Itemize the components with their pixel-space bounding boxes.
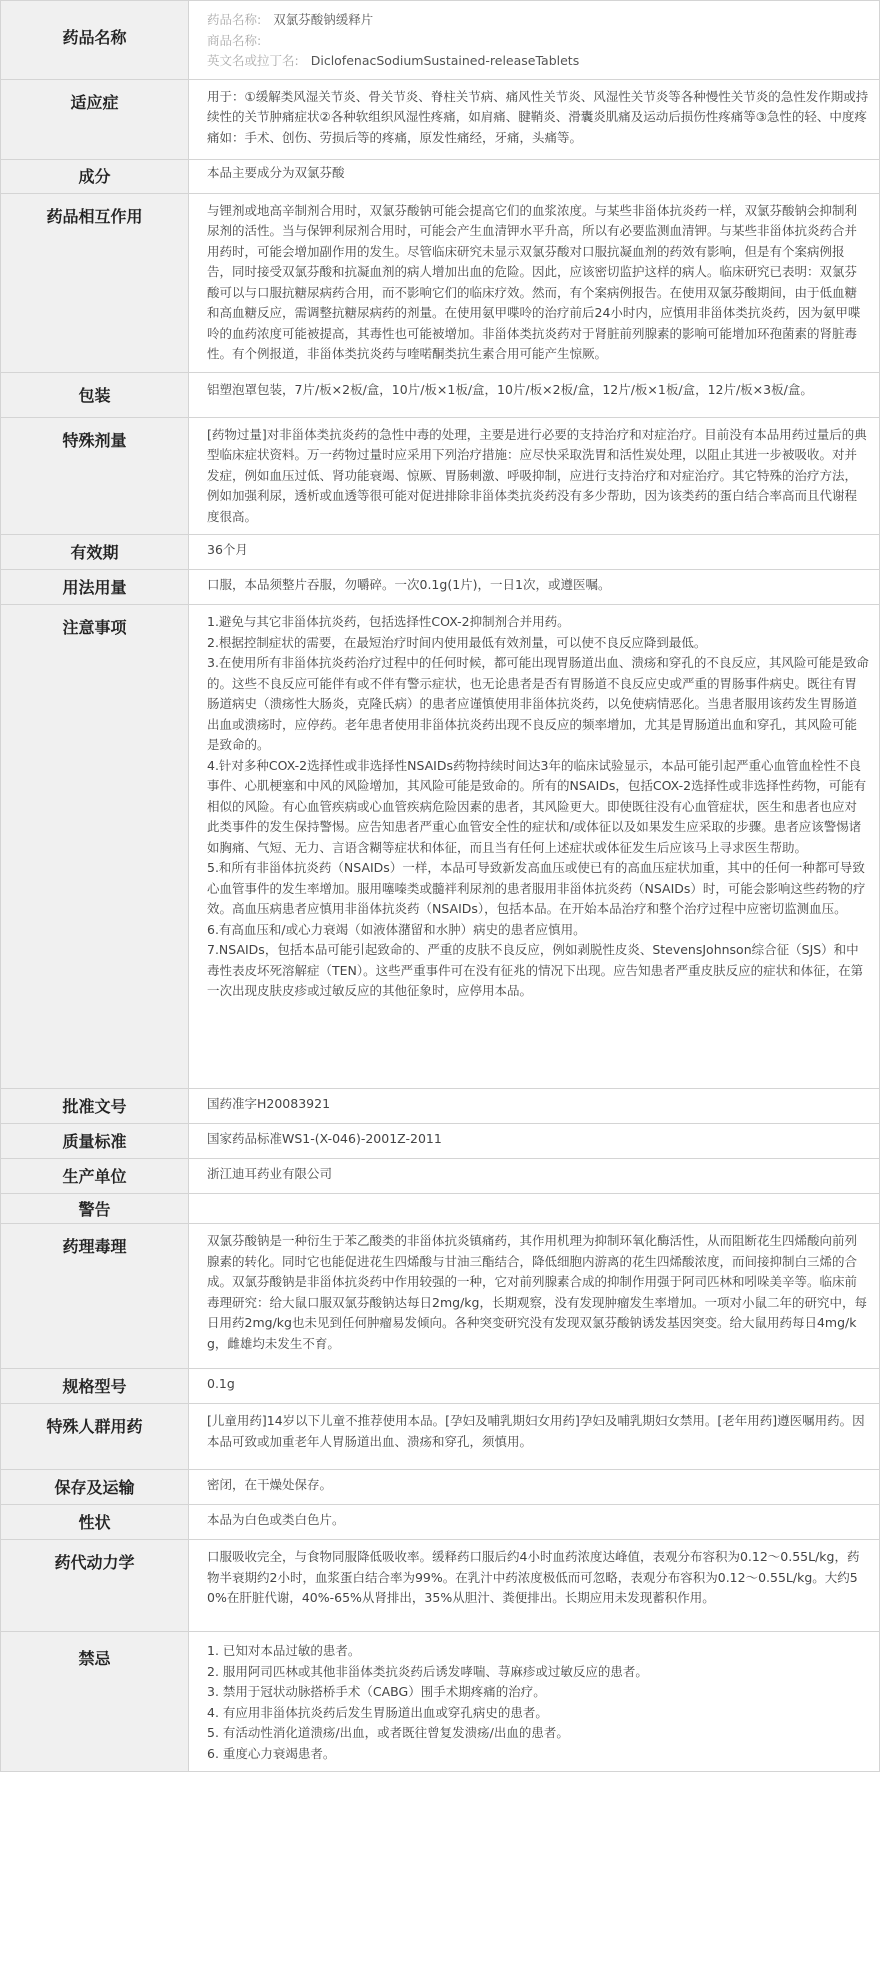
value-indications: 用于：①缓解类风湿关节炎、骨关节炎、脊柱关节病、痛风性关节炎、风湿性关节炎等各种慢性关节炎的急性发作期或持续性的关节肿痛症状②各种软组织风湿性疼痛，如肩痛、腱鞘炎、滑囊炎肌痛及运动后损伤性疼痛等③急性的轻、中度疼痛如：手术、创伤、劳损后等的疼痛，原发性痛经，牙痛，头痛等。 (189, 79, 880, 159)
contraindication-item: 2. 服用阿司匹林或其他非甾体类抗炎药后诱发哮喘、荨麻疹或过敏反应的患者。 (207, 1663, 648, 1679)
label-manufacturer: 生产单位 (1, 1159, 189, 1194)
value-packaging: 铝塑泡罩包装，7片/板×2板/盒，10片/板×1板/盒，10片/板×2板/盒，12片/板×1板/盒，12片/板×3板/盒。 (189, 372, 880, 417)
trade-name-line: 商品名称: (207, 32, 262, 48)
label-shelf-life: 有效期 (1, 535, 189, 570)
english-name-line: 英文名或拉丁名: DiclofenacSodiumSustained-releaseTablets (207, 53, 580, 68)
row-warning (1, 1194, 880, 1224)
label-contraindications: 禁忌 (1, 1632, 189, 1772)
label-appearance: 性状 (1, 1505, 189, 1540)
label-quality-standard: 质量标准 (1, 1124, 189, 1159)
row-contraindications (1, 1632, 880, 1772)
label-warning: 警告 (1, 1194, 189, 1224)
contraindication-item: 6. 重度心力衰竭患者。 (207, 1745, 336, 1761)
value-approval-number: 国药准字H20083921 (189, 1089, 880, 1124)
value-storage: 密闭，在干燥处保存。 (189, 1470, 880, 1505)
row-appearance (1, 1505, 880, 1540)
label-ingredients: 成分 (1, 159, 189, 193)
contraindication-item: 5. 有活动性消化道溃疡/出血，或者既往曾复发溃疡/出血的患者。 (207, 1725, 569, 1740)
value-manufacturer: 浙江迪耳药业有限公司 (189, 1159, 880, 1194)
row-approval-number (1, 1089, 880, 1124)
label-precautions: 注意事项 (1, 605, 189, 1089)
value-special-populations: [儿童用药]14岁以下儿童不推荐使用本品。[孕妇及哺乳期妇女用药]孕妇及哺乳期妇女禁用。[老年用药]遵医嘱用药。因本品可致或加重老年人胃肠道出血、溃疡和穿孔，须慎用。 (189, 1404, 880, 1470)
row-ingredients (1, 159, 880, 193)
row-interactions (1, 193, 880, 372)
label-approval-number: 批准文号 (1, 1089, 189, 1124)
row-special-populations (1, 1404, 880, 1470)
value-appearance: 本品为白色或类白色片。 (189, 1505, 880, 1540)
row-pharmacokinetics (1, 1540, 880, 1632)
row-packaging (1, 372, 880, 417)
label-dosage: 用法用量 (1, 570, 189, 605)
value-quality-standard: 国家药品标准WS1-(X-046)-2001Z-2011 (189, 1124, 880, 1159)
label-pharmacokinetics: 药代动力学 (1, 1540, 189, 1632)
value-contraindications (189, 1632, 880, 1772)
row-special-dosage (1, 417, 880, 535)
value-shelf-life: 36个月 (189, 535, 880, 570)
row-pharmacology (1, 1224, 880, 1369)
row-specification (1, 1369, 880, 1404)
value-dosage: 口服，本品须整片吞服，勿嚼碎。一次0.1g(1片)，一日1次，或遵医嘱。 (189, 570, 880, 605)
value-interactions: 与锂剂或地高辛制剂合用时，双氯芬酸钠可能会提高它们的血浆浓度。与某些非甾体抗炎药一样，双氯芬酸钠会抑制利尿剂的活性。当与保钾利尿剂合用时，可能会产生血清钾水平升高，所以有必要监测血清钾。与某些非甾体抗炎药合并用药时，可能会增加副作用的发生。尽管临床研究未显示双氯芬酸对口服抗凝血剂的药效有影响，但是有个案病例报告，同时接受双氯芬酸和抗凝血剂的病人增加出血的危险。因此，应该密切监护这样的病人。临床研究已表明：双氯芬酸可以与口服抗糖尿病药合用，而不影响它们的临床疗效。然而，有个案病例报告。在使用双氯芬酸期间，由于低血糖和高血糖反应，需调整抗糖尿病药的剂量。在使用氨甲喋呤的治疗前后24小时内，应慎用非甾体类抗炎药，因为氨甲喋呤的血药浓度可能被提高，其毒性也可能被增加。非甾体类抗炎药对于肾脏前列腺素的影响可能增加环孢菌素的肾脏毒性。有个例报道，非甾体类抗炎药与喹喏酮类抗生素合用可能产生惊厥。 (189, 193, 880, 372)
contraindication-item: 4. 有应用非甾体抗炎药后发生胃肠道出血或穿孔病史的患者。 (207, 1704, 548, 1720)
row-manufacturer (1, 1159, 880, 1194)
value-special-dosage: [药物过量]对非甾体类抗炎药的急性中毒的处理，主要是进行必要的支持治疗和对症治疗。目前没有本品用药过量后的典型临床症状资料。万一药物过量时应采用下列治疗措施：应尽快采取洗胃和活性炭处理，以阻止其进一步被吸收。对并发症，例如血压过低、肾功能衰竭、惊厥、胃肠刺激、呼吸抑制，应进行支持治疗和对症治疗。其它特殊的治疗方法，例如加强利尿，透析或血透等很可能对促进排除非甾体类抗炎药没有多少帮助，因为该类药的蛋白结合率高而且代谢程度很高。 (189, 417, 880, 535)
contraindication-item: 1. 已知对本品过敏的患者。 (207, 1643, 361, 1658)
row-quality-standard (1, 1124, 880, 1159)
row-precautions (1, 605, 880, 1089)
value-precautions: 1.避免与其它非甾体抗炎药，包括选择性COX-2抑制剂合并用药。 2.根据控制症状的需要，在最短治疗时间内使用最低有效剂量，可以使不良反应降到最低。 3.在使用所有非甾体抗炎药治疗过程中的任何时候，都可能出现胃肠道出血、溃疡和穿孔的不良反应，其风险可能是致命的。这些不良反应可能伴有或不伴有警示症状，也无论患者是否有胃肠道不良反应史或严重的胃肠事件病史。既往有胃肠道病史（溃疡性大肠炎，克隆氏病）的患者应谨慎使用非甾体抗炎药，以免使病情恶化。当患者服用该药发生胃肠道出血或溃疡时，应停药。老年患者使用非甾体抗炎药出现不良反应的频率增加，尤其是胃肠道出血和穿孔，其风险可能是致命的。 4.针对多种COX-2选择性或非选择性NSAIDs药物持续时间达3年的临床试验显示，本品可能引起严重心血管血栓性不良事件、心肌梗塞和中风的风险增加，其风险可能是致命的。所有的NSAIDs，包括COX-2选择性或非选择性药物，可能有相似的风险。有心血管疾病或心血管疾病危险因素的患者，其风险更大。即使既往没有心血管症状，医生和患者也应对此类事件的发生保持警惕。应告知患者严重心血管安全性的症状和/或体征以及如果发生应采取的步骤。患者应该警惕诸如胸痛、气短、无力、言语含糊等症状和体征，而且当有任何上述症状或体征发生后应该马上寻求医生帮助。 5.和所有非甾体抗炎药（NSAIDs）一样，本品可导致新发高血压或使已有的高血压症状加重，其中的任何一种都可导致心血管事件的发生率增加。服用噻嗪类或髓袢利尿剂的患者服用非甾体抗炎药（NSAIDs）时，可能会影响这些药物的疗效。高血压病患者应慎用非甾体抗炎药（NSAIDs），包括本品。在开始本品治疗和整个治疗过程中应密切监测血压。 6.有高血压和/或心力衰竭（如液体潴留和水肿）病史的患者应慎用。 7.NSAIDs，包括本品可能引起致命的、严重的皮肤不良反应，例如剥脱性皮炎、StevensJohnson综合征（SJS）和中毒性表皮坏死溶解症（TEN）。这些严重事件可在没有征兆的情况下出现。应告知患者严重皮肤反应的症状和体征，在第一次出现皮肤皮疹或过敏反应的其他征象时，应停用本品。 (189, 605, 880, 1089)
value-specification: 0.1g (189, 1369, 880, 1404)
label-interactions: 药品相互作用 (1, 193, 189, 372)
row-storage (1, 1470, 880, 1505)
label-drug-name: 药品名称 (1, 1, 189, 80)
row-dosage (1, 570, 880, 605)
row-drug-name (1, 1, 880, 80)
label-specification: 规格型号 (1, 1369, 189, 1404)
label-indications: 适应症 (1, 79, 189, 159)
value-pharmacology: 双氯芬酸钠是一种衍生于苯乙酸类的非甾体抗炎镇痛药，其作用机理为抑制环氧化酶活性，从而阻断花生四烯酸向前列腺素的转化。同时它也能促进花生四烯酸与甘油三酯结合，降低细胞内游离的花生四烯酸浓度，而间接抑制白三烯的合成。双氯芬酸钠是非甾体抗炎药中作用较强的一种，它对前列腺素合成的抑制作用强于阿司匹林和吲哚美辛等。临床前毒理研究：给大鼠口服双氯芬酸钠达每日2mg/kg，长期观察，没有发现肿瘤发生率增加。一项对小鼠二年的研究中，每日用药2mg/kg也未见到任何肿瘤易发倾向。各种突变研究没有发现双氯芬酸钠诱发基因突变。给大鼠用药每日4mg/kg，雌雄均未发生不育。 (189, 1224, 880, 1369)
label-pharmacology: 药理毒理 (1, 1224, 189, 1369)
generic-name-line: 药品名称: 双氯芬酸钠缓释片 (207, 12, 374, 27)
value-pharmacokinetics: 口服吸收完全，与食物同服降低吸收率。缓释药口服后约4小时血药浓度达峰值，表观分布容积为0.12～0.55L/kg，药物半衰期约2小时，血浆蛋白结合率为99%。在乳汁中药浓度极低而可忽略，表观分布容积为0.12～0.55L/kg。大约50%在肝脏代谢，40%-65%从肾排出，35%从胆汁、粪便排出。长期应用未发现蓄积作用。 (189, 1540, 880, 1632)
label-special-dosage: 特殊剂量 (1, 417, 189, 535)
label-storage: 保存及运输 (1, 1470, 189, 1505)
row-indications (1, 79, 880, 159)
contraindication-item: 3. 禁用于冠状动脉搭桥手术（CABG）围手术期疼痛的治疗。 (207, 1684, 546, 1699)
value-drug-name (189, 1, 880, 80)
label-packaging: 包装 (1, 372, 189, 417)
value-warning (189, 1194, 880, 1224)
row-shelf-life (1, 535, 880, 570)
label-special-populations: 特殊人群用药 (1, 1404, 189, 1470)
value-ingredients: 本品主要成分为双氯芬酸 (189, 159, 880, 193)
